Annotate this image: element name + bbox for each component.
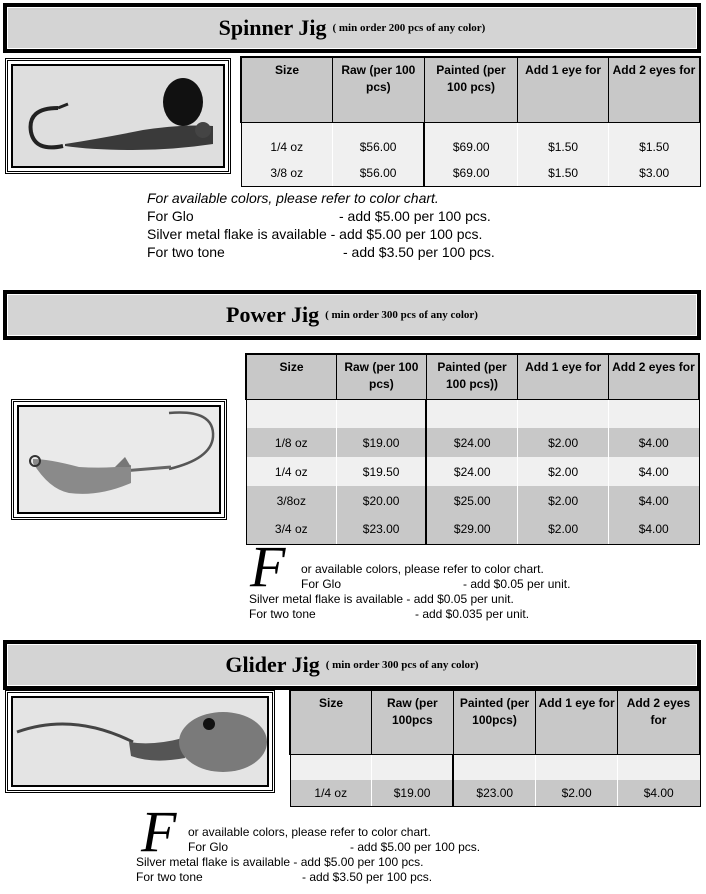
spinner-jig-min-order: ( min order 200 pcs of any color): [332, 22, 486, 34]
col-header-raw: Raw (per 100pcs: [372, 690, 454, 754]
table-row: [246, 486, 699, 515]
cell-two-eyes: [608, 122, 700, 134]
cell-size: [241, 122, 333, 134]
cell-two-eyes: [617, 754, 700, 780]
cell-size: 1/8 oz: [246, 428, 337, 457]
two-tone-price: - add $0.035 per unit.: [415, 607, 530, 621]
col-header-two-eyes: Add 2 eyes for: [608, 57, 700, 122]
cell-painted: $25.00: [426, 486, 518, 515]
cell-painted: $24.00: [426, 457, 518, 486]
spinner-jig-price-table: [240, 56, 701, 187]
col-header-one-eye: Add 1 eye for: [518, 354, 609, 399]
cell-one-eye: $1.50: [518, 160, 609, 186]
cell-one-eye: $2.00: [518, 486, 609, 515]
cell-size: 3/4 oz: [246, 515, 337, 544]
cell-painted: $23.00: [453, 780, 536, 806]
table-row: [241, 134, 700, 160]
table-row: [290, 780, 700, 806]
cell-raw: $19.00: [337, 428, 427, 457]
table-row: [241, 160, 700, 186]
spinner-jig-photo: [5, 58, 231, 174]
two-tone-price: - add $3.50 per 100 pcs.: [302, 870, 433, 884]
two-tone-label: For two tone: [136, 870, 203, 884]
cell-two-eyes: $3.00: [608, 160, 700, 186]
cell-raw: $20.00: [337, 486, 427, 515]
cell-raw: $56.00: [333, 134, 425, 160]
col-header-one-eye: Add 1 eye for: [518, 57, 609, 122]
cell-raw: $56.00: [333, 160, 425, 186]
cell-one-eye: [518, 399, 609, 428]
power-jig-image: [19, 407, 221, 514]
colors-note: For available colors, please refer to color chart.: [147, 190, 439, 206]
table-row: [246, 399, 699, 428]
col-header-size: Size: [246, 354, 337, 399]
col-header-raw: Raw (per 100 pcs): [337, 354, 427, 399]
cell-two-eyes: $4.00: [608, 486, 699, 515]
cell-one-eye: $2.00: [518, 428, 609, 457]
glo-price: - add $5.00 per 100 pcs.: [350, 840, 481, 854]
cell-one-eye: [518, 122, 609, 134]
glo-label: For Glo: [188, 840, 229, 854]
col-header-painted: Painted (per 100 pcs)): [426, 354, 518, 399]
table-row: [246, 457, 699, 486]
colors-note: or available colors, please refer to color chart.: [301, 562, 544, 576]
glo-price: - add $0.05 per unit.: [463, 577, 571, 591]
col-header-raw: Raw (per 100 pcs): [333, 57, 425, 122]
colors-note: or available colors, please refer to color chart.: [188, 825, 431, 839]
cell-size: [246, 399, 337, 428]
glo-price: - add $5.00 per 100 pcs.: [339, 208, 491, 224]
cell-painted: [426, 399, 518, 428]
cell-two-eyes: $4.00: [608, 457, 699, 486]
two-tone-label: For two tone: [147, 244, 225, 260]
power-jig-photo: [11, 399, 227, 520]
spinner-jig-title: Spinner Jig: [218, 15, 327, 40]
col-header-two-eyes: Add 2 eyes for: [617, 690, 700, 754]
cell-painted: $69.00: [424, 160, 518, 186]
table-row: [241, 122, 700, 134]
cell-one-eye: $2.00: [518, 457, 609, 486]
glider-jig-photo: [5, 690, 275, 793]
glo-label: For Glo: [301, 577, 342, 591]
cell-raw: $19.00: [372, 780, 454, 806]
cell-size: [290, 754, 372, 780]
power-jig-price-table: [245, 353, 700, 545]
flake-note: Silver metal flake is available - add $5.00 per 100 pcs.: [136, 855, 424, 869]
power-jig-banner: [3, 290, 701, 340]
cell-two-eyes: $4.00: [608, 428, 699, 457]
col-header-size: Size: [241, 57, 333, 122]
glider-jig-title: Glider Jig: [225, 652, 320, 677]
cell-one-eye: $2.00: [536, 780, 618, 806]
glider-notes-drop-cap: F: [141, 799, 177, 864]
cell-raw: [337, 399, 427, 428]
cell-one-eye: $2.00: [518, 515, 609, 544]
cell-two-eyes: [608, 399, 699, 428]
cell-painted: [453, 754, 536, 780]
cell-raw: $19.50: [337, 457, 427, 486]
table-row: [246, 428, 699, 457]
power-jig-notes: [249, 562, 609, 622]
cell-two-eyes: $1.50: [608, 134, 700, 160]
table-row: [246, 515, 699, 544]
cell-one-eye: [536, 754, 618, 780]
glider-jig-banner: [3, 640, 701, 690]
cell-size: 1/4 oz: [290, 780, 372, 806]
cell-size: 3/8oz: [246, 486, 337, 515]
two-tone-label: For two tone: [249, 607, 316, 621]
spinner-jig-image: [13, 66, 225, 168]
flake-note: Silver metal flake is available - add $5.00 per 100 pcs.: [147, 226, 483, 242]
spinner-jig-banner: [3, 3, 701, 53]
col-header-painted: Painted (per 100pcs): [453, 690, 536, 754]
two-tone-price: - add $3.50 per 100 pcs.: [343, 244, 495, 260]
cell-painted: [424, 122, 518, 134]
glider-jig-notes: [136, 825, 516, 885]
cell-size: 1/4 oz: [246, 457, 337, 486]
cell-raw: [333, 122, 425, 134]
power-jig-title: Power Jig: [226, 302, 320, 327]
col-header-painted: Painted (per 100 pcs): [424, 57, 518, 122]
cell-size: 3/8 oz: [241, 160, 333, 186]
cell-painted: $69.00: [424, 134, 518, 160]
power-jig-min-order: ( min order 300 pcs of any color): [325, 309, 478, 321]
cell-two-eyes: $4.00: [608, 515, 699, 544]
glider-jig-image: [13, 698, 269, 787]
col-header-two-eyes: Add 2 eyes for: [608, 354, 699, 399]
table-row: [290, 754, 700, 780]
power-notes-drop-cap: F: [250, 534, 286, 599]
col-header-size: Size: [290, 690, 372, 754]
glider-jig-min-order: ( min order 300 pcs of any color): [325, 659, 479, 671]
cell-one-eye: $1.50: [518, 134, 609, 160]
cell-raw: $23.00: [337, 515, 427, 544]
spinner-jig-notes: [147, 189, 567, 261]
col-header-one-eye: Add 1 eye for: [536, 690, 618, 754]
cell-painted: $29.00: [426, 515, 518, 544]
cell-painted: $24.00: [426, 428, 518, 457]
flake-note: Silver metal flake is available - add $0.05 per unit.: [249, 592, 514, 606]
cell-raw: [372, 754, 454, 780]
cell-size: 1/4 oz: [241, 134, 333, 160]
glider-jig-price-table: [289, 689, 701, 807]
glo-label: For Glo: [147, 208, 194, 224]
cell-two-eyes: $4.00: [617, 780, 700, 806]
